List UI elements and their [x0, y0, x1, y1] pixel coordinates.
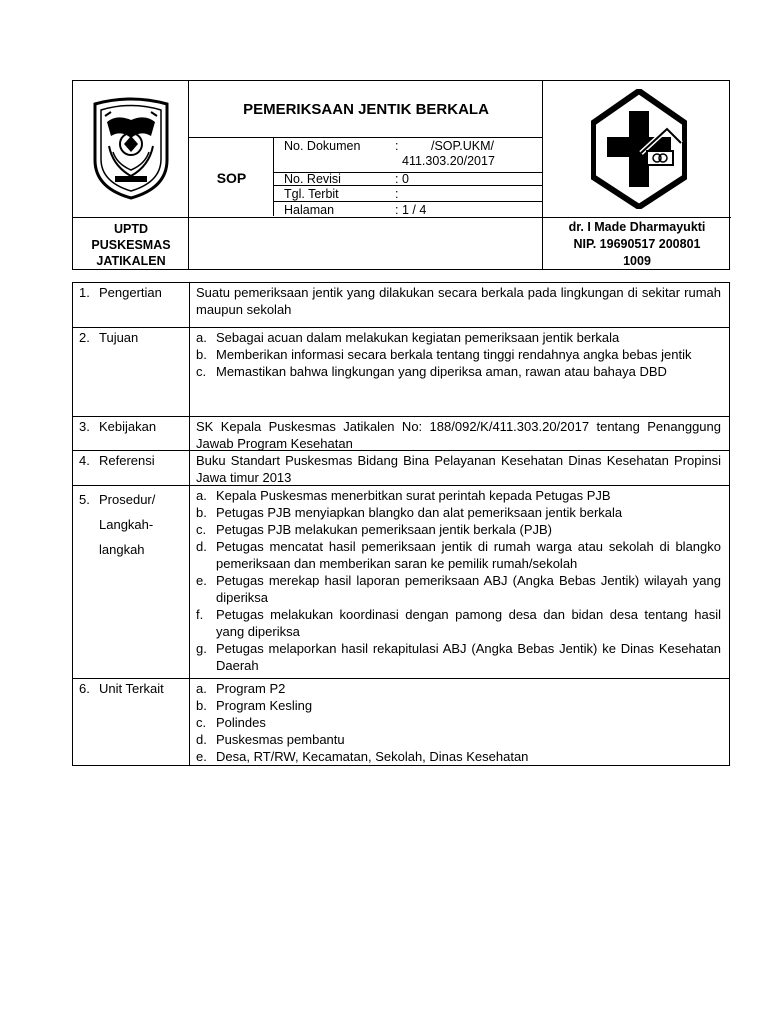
- list-item: [196, 572, 721, 606]
- list-item: [196, 606, 721, 640]
- list-text: Petugas mencatat hasil pemeriksaan jentik di rumah warga atau sekolah di blangko pemeriksaan dan memberikan saran ke pemilik rumah/sekolah: [216, 539, 721, 571]
- section-label: [79, 418, 187, 435]
- section-row-pengertian: [73, 283, 729, 328]
- signer-name: dr. I Made Dharmayukti: [568, 220, 706, 234]
- sop-header-table: [72, 80, 730, 270]
- section-title: Kebijakan: [99, 419, 157, 434]
- signer-nip-line2: 1009: [623, 254, 651, 268]
- section-title: Prosedur/: [99, 492, 156, 507]
- list-item: [196, 521, 721, 538]
- meta-value-revision: : 0: [395, 172, 409, 186]
- section-row-prosedur: [73, 486, 729, 679]
- section-label: [79, 452, 187, 469]
- list-marker: b.: [196, 505, 207, 520]
- section-label: [79, 329, 187, 346]
- sop-label: SOP: [216, 170, 247, 186]
- list-text: Petugas PJB menyiapkan blangko dan alat pemeriksaan jentik berkala: [216, 505, 623, 520]
- sop-content-table: [72, 282, 730, 766]
- meta-label-page: Halaman: [284, 203, 335, 217]
- meta-label-issue-date: Tgl. Terbit: [284, 187, 339, 201]
- list-text: Program Kesling: [216, 698, 313, 713]
- section-number: 5.: [79, 492, 90, 507]
- list-marker: c.: [196, 522, 207, 537]
- list-item: [196, 714, 721, 731]
- list-text: Sebagai acuan dalam melakukan kegiatan pemeriksaan jentik berkala: [216, 330, 620, 345]
- list-text: Memastikan bahwa lingkungan yang diperiksa aman, rawan atau bahaya DBD: [216, 364, 667, 379]
- header-divider: [273, 201, 543, 202]
- list-item: [196, 748, 721, 765]
- signer-nip: NIP. 19690517 200801: [573, 237, 701, 251]
- section-content: [196, 329, 721, 380]
- list-item: [196, 504, 721, 521]
- section-label: [79, 680, 187, 697]
- list-text: Memberikan informasi secara berkala tentang tinggi rendahnya angka bebas jentik: [216, 347, 692, 362]
- list-item: [196, 346, 721, 363]
- list-marker: c.: [196, 364, 207, 379]
- list-marker: e.: [196, 749, 207, 764]
- list-text: Petugas PJB melakukan pemeriksaan jentik berkala (PJB): [216, 522, 552, 537]
- section-text: Buku Standart Puskesmas Bidang Bina Pelayanan Kesehatan Dinas Kesehatan Propinsi Jawa timur 2013: [196, 453, 721, 485]
- section-title: Unit Terkait: [99, 681, 164, 696]
- list-item: [196, 538, 721, 572]
- section-row-kebijakan: [73, 417, 729, 451]
- meta-colon: :: [395, 139, 399, 153]
- section-content: [196, 418, 721, 452]
- section-content: [196, 452, 721, 486]
- list-item: [196, 363, 721, 380]
- organization-line: UPTD: [113, 221, 149, 236]
- meta-value-page: : 1 / 4: [395, 203, 427, 217]
- section-title: Referensi: [99, 453, 155, 468]
- section-number: 3.: [79, 419, 90, 434]
- meta-value-document-number: /SOP.UKM/: [431, 139, 494, 153]
- list-marker: e.: [196, 573, 207, 588]
- list-marker: f.: [196, 607, 204, 622]
- section-text: SK Kepala Puskesmas Jatikalen No: 188/092/K/411.303.20/2017 tentang Penanggung Jawab Program Kesehatan: [196, 419, 721, 451]
- section-content: [196, 680, 721, 765]
- list-text: Petugas melaporkan hasil rekapitulasi ABJ (Angka Bebas Jentik) ke Dinas Kesehatan Daerah: [216, 641, 721, 673]
- list-marker: c.: [196, 715, 207, 730]
- list-item: [196, 731, 721, 748]
- section-number: 6.: [79, 681, 90, 696]
- list-text: Program P2: [216, 681, 286, 696]
- section-title: langkah: [99, 542, 145, 557]
- section-number: 2.: [79, 330, 90, 345]
- section-row-unit-terkait: [73, 679, 729, 767]
- meta-value-issue-date: :: [395, 187, 399, 201]
- list-marker: a.: [196, 488, 207, 503]
- document-title: PEMERIKSAAN JENTIK BERKALA: [243, 101, 489, 118]
- list-text: Petugas melakukan koordinasi dengan pamong desa dan bidan desa tentang hasil yang diperiksa: [216, 607, 721, 639]
- regional-emblem-icon: [91, 96, 171, 200]
- organization-line: JATIKALEN: [96, 253, 166, 268]
- list-text: Kepala Puskesmas menerbitkan surat perintah kepada Petugas PJB: [216, 488, 611, 503]
- list-text: Polindes: [216, 715, 266, 730]
- section-number: 4.: [79, 453, 90, 468]
- list-item: [196, 487, 721, 504]
- section-title: Langkah-: [99, 517, 154, 532]
- list-item: [196, 640, 721, 674]
- list-item: [196, 329, 721, 346]
- list-marker: a.: [196, 681, 207, 696]
- section-row-tujuan: [73, 328, 729, 417]
- section-row-referensi: [73, 451, 729, 486]
- section-label: [79, 487, 187, 562]
- section-number: 1.: [79, 285, 90, 300]
- section-content: [196, 487, 721, 674]
- list-text: Petugas merekap hasil laporan pemeriksaan ABJ (Angka Bebas Jentik) wilayah yang diperiksa: [216, 573, 721, 605]
- meta-label-document-number: No. Dokumen: [284, 139, 361, 153]
- meta-value-document-number-line2: 411.303.20/2017: [402, 154, 495, 168]
- list-marker: d.: [196, 732, 207, 747]
- signer-block: [543, 218, 731, 271]
- list-marker: a.: [196, 330, 207, 345]
- list-text: Puskesmas pembantu: [216, 732, 345, 747]
- list-item: [196, 680, 721, 697]
- puskesmas-cross-logo-icon: [591, 89, 687, 209]
- meta-label-revision: No. Revisi: [284, 172, 341, 186]
- section-title: Tujuan: [99, 330, 139, 345]
- organization-line: PUSKESMAS: [91, 237, 171, 252]
- list-text: Desa, RT/RW, Kecamatan, Sekolah, Dinas Kesehatan: [216, 749, 529, 764]
- section-label: [79, 284, 187, 301]
- section-title: Pengertian: [99, 285, 162, 300]
- list-marker: b.: [196, 347, 207, 362]
- section-content: [196, 284, 721, 318]
- section-text: Suatu pemeriksaan jentik yang dilakukan secara berkala pada lingkungan di sekitar rumah maupun sekolah: [196, 285, 721, 317]
- list-marker: g.: [196, 641, 207, 656]
- organization-name: [73, 218, 189, 271]
- list-item: [196, 697, 721, 714]
- list-marker: b.: [196, 698, 207, 713]
- list-marker: d.: [196, 539, 207, 554]
